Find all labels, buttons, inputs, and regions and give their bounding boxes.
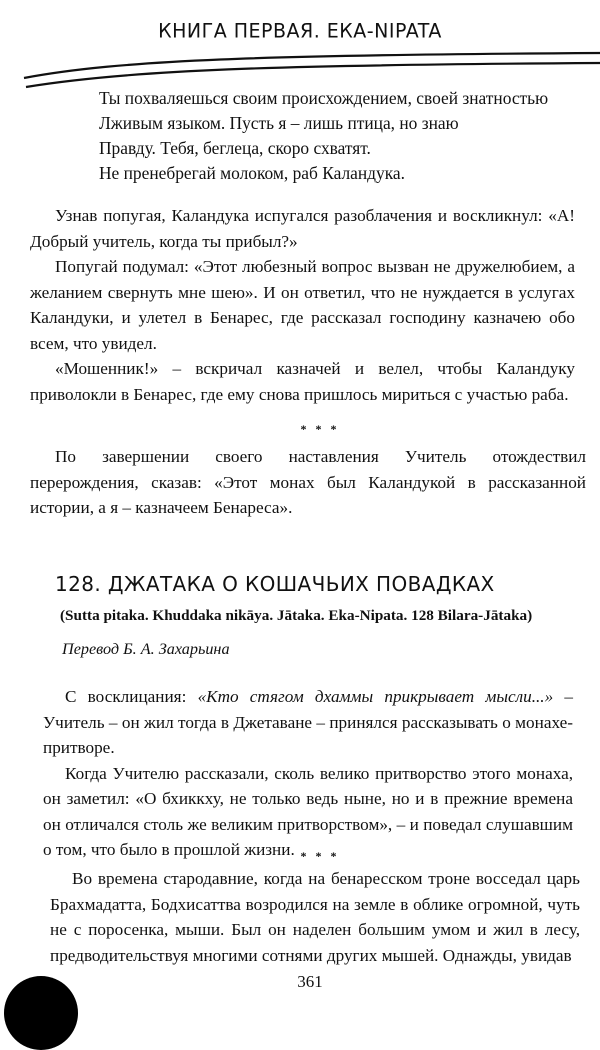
intro-prefix: С восклицания: xyxy=(65,687,198,706)
story-ending-section xyxy=(30,203,575,407)
paragraph xyxy=(43,684,573,761)
intro-quote: «Кто стягом дхаммы прикрывает мысли...» xyxy=(197,687,554,706)
corner-thumb-blob-icon xyxy=(4,976,78,1050)
running-head-title: КНИГА ПЕРВАЯ. ЕКА-NIPATA xyxy=(158,19,442,43)
section-separator: * * * xyxy=(300,849,340,863)
chapter-source: (Sutta pitaka. Khuddaka nikāya. Jātaka. Eka-Nipata. 128 Bilara-Jātaka) xyxy=(60,607,533,624)
page-number: 361 xyxy=(297,972,323,991)
verse-block xyxy=(99,86,599,186)
paragraph: «Мошенник!» – вскричал казначей и велел, чтобы Каландуку приволокли в Бенарес, где ему снова пришлось мириться с участью раба. xyxy=(30,359,575,404)
verse-line: Лживым языком. Пусть я – лишь птица, но знаю xyxy=(99,113,459,133)
intro-suffix: – Учитель – он жил тогда в Джетаване – принялся рассказывать о монахе-притворе. xyxy=(43,687,573,757)
verse-line: Правду. Тебя, беглеца, скоро схватят. xyxy=(99,138,371,158)
paragraph: Во времена стародавние, когда на бенаресском троне восседал царь Брахмадатта, Бодхисаттва возродился на земле в облике огромной, чуть не с поросенка, мыши. Был он наделен большим умом и жил в лесу, предводительствуя многими сотнями других мышей. Однажды, увидав xyxy=(50,869,580,965)
chapter-intro-section xyxy=(43,684,573,863)
section-separator: * * * xyxy=(300,422,340,436)
paragraph: Попугай подумал: «Этот любезный вопрос вызван не дружелюбием, а желанием свернуть мне шею». И он ответил, что не нуждается в услугах Каландуки, и улетел в Бенарес, где рассказал господину казначею обо всем, что увидел. xyxy=(30,257,575,353)
story-beginning-section xyxy=(50,866,580,968)
verse-line: Не пренебрегай молоком, раб Каландука. xyxy=(99,163,405,183)
verse-line: Ты похваляешься своим происхождением, своей знатностью xyxy=(99,88,549,108)
paragraph: По завершении своего наставления Учитель отождествил перерождения, сказав: «Этот монах был Каландукой в рассказанной истории, а я – казначеем Бенареса». xyxy=(30,447,586,517)
paragraph: Когда Учителю рассказали, сколь велико притворство этого монаха, он заметил: «О бхиккху, не только ведь ныне, но и в прежние времена он отличался столь же великим притворством», – и поведал слушавшим о том, что было в прошлой жизни. xyxy=(43,763,573,859)
chapter-translator: Перевод Б. А. Захарьина xyxy=(62,640,230,658)
identification-section xyxy=(30,444,586,521)
paragraph: Узнав попугая, Каландука испугался разоблачения и воскликнул: «А! Добрый учитель, когда ты прибыл?» xyxy=(30,206,575,251)
chapter-title: 128. ДЖАТАКА О КОШАЧЬИХ ПОВАДКАХ xyxy=(55,572,495,596)
